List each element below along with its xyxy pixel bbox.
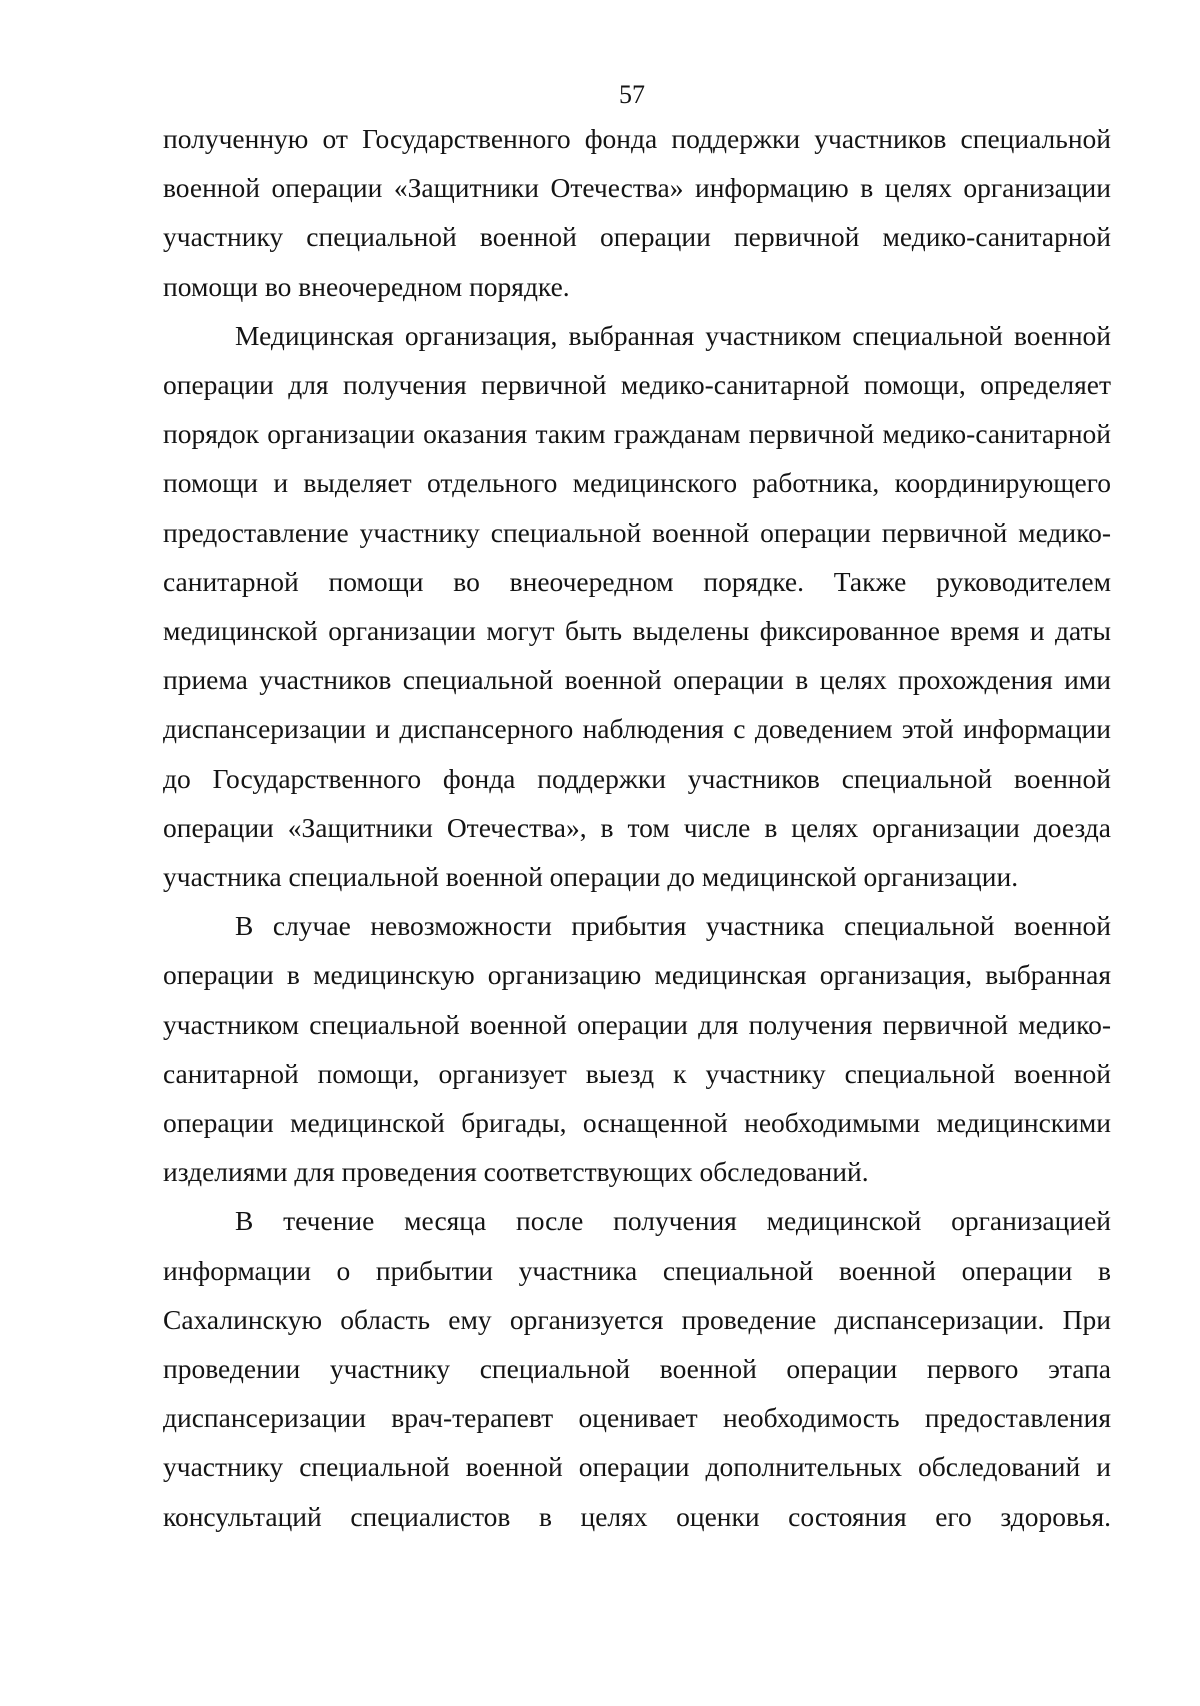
paragraph-medical-organization: Медицинская организация, выбранная участником специальной военной операции для получения первичной медико-санитарной помощи, определяет порядок организации оказания таким гражданам первичной медико-санитарной помощи и выделяет отдельного медицинского работника, координирующего предоставление участнику специальной военной операции первичной медико-санитарной помощи во внеочередном порядке. Также руководителем медицинской организации могут быть выделены фиксированное время и даты приема участников специальной военной операции в целях прохождения ими диспансеризации и диспансерного наблюдения с доведением этой информации до Государственного фонда поддержки участников специальной военной операции «Защитники Отечества», в том числе в целях организации доезда участника специальной военной операции до медицинской организации. <box>163 319 1111 893</box>
page-number: 57 <box>619 80 645 109</box>
body-text <box>163 114 1111 1541</box>
paragraph-continuation: полученную от Государственного фонда поддержки участников специальной военной операции «Защитники Отечества» информацию в целях организации участнику специальной военной операции первичной медико-санитарной помощи во внеочередном порядке. <box>163 123 1111 302</box>
paragraph-impossibility-of-arrival: В случае невозможности прибытия участника специальной военной операции в медицинскую организацию медицинская организация, выбранная участником специальной военной операции для получения первичной медико-санитарной помощи, организует выезд к участнику специальной военной операции медицинской бригады, оснащенной необходимыми медицинскими изделиями для проведения соответствующих обследований. <box>163 910 1111 1188</box>
paragraph-dispensarization: В течение месяца после получения медицинской организацией информации о прибытии участника специальной военной операции в Сахалинскую область ему организуется проведение диспансеризации. При проведении участнику специальной военной операции первого этапа диспансеризации врач-терапевт оценивает необходимость предоставления участнику специальной военной операции дополнительных обследований и консультаций специалистов в целях оценки состояния его здоровья. <box>163 1205 1111 1532</box>
